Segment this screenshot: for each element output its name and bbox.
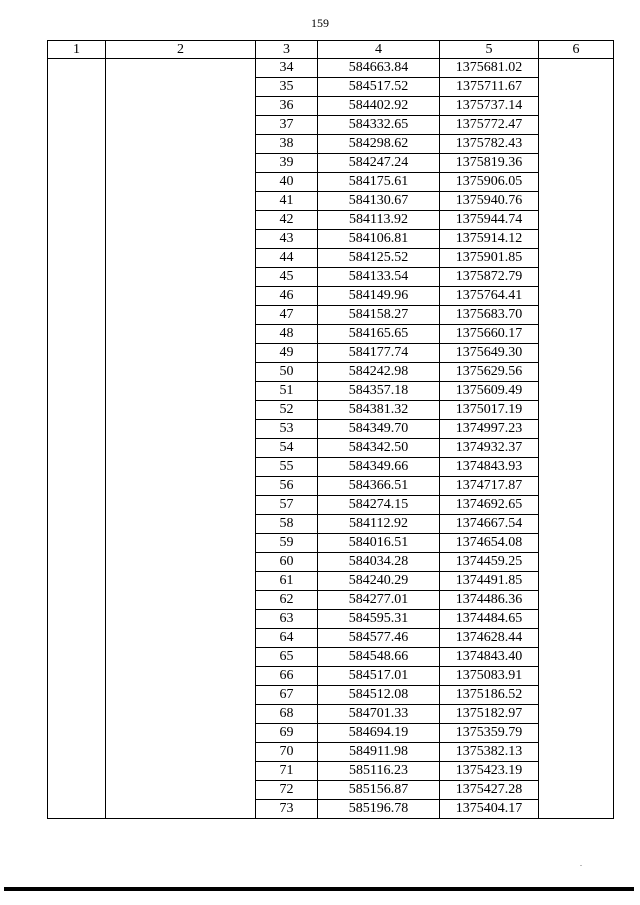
y-coordinate-cell: 1374484.65	[440, 610, 539, 629]
x-coordinate-cell: 584366.51	[318, 477, 440, 496]
y-coordinate-cell: 1374843.40	[440, 648, 539, 667]
x-coordinate-cell: 584177.74	[318, 344, 440, 363]
column-header-3: 3	[256, 41, 318, 59]
point-number-cell: 35	[256, 78, 318, 97]
y-coordinate-cell: 1375017.19	[440, 401, 539, 420]
y-coordinate-cell: 1374486.36	[440, 591, 539, 610]
x-coordinate-cell: 584694.19	[318, 724, 440, 743]
page-number: 159	[311, 16, 329, 30]
point-number-cell: 44	[256, 249, 318, 268]
x-coordinate-cell: 584113.92	[318, 211, 440, 230]
point-number-cell: 45	[256, 268, 318, 287]
column-header-5: 5	[440, 41, 539, 59]
x-coordinate-cell: 584034.28	[318, 553, 440, 572]
y-coordinate-cell: 1375629.56	[440, 363, 539, 382]
x-coordinate-cell: 584165.65	[318, 325, 440, 344]
point-number-cell: 73	[256, 800, 318, 819]
x-coordinate-cell: 584298.62	[318, 135, 440, 154]
point-number-cell: 36	[256, 97, 318, 116]
y-coordinate-cell: 1374491.85	[440, 572, 539, 591]
y-coordinate-cell: 1375660.17	[440, 325, 539, 344]
point-number-cell: 46	[256, 287, 318, 306]
column-header-6: 6	[539, 41, 614, 59]
y-coordinate-cell: 1374717.87	[440, 477, 539, 496]
point-number-cell: 72	[256, 781, 318, 800]
point-number-cell: 41	[256, 192, 318, 211]
point-number-cell: 71	[256, 762, 318, 781]
point-number-cell: 55	[256, 458, 318, 477]
x-coordinate-cell: 585196.78	[318, 800, 440, 819]
x-coordinate-cell: 584247.24	[318, 154, 440, 173]
scan-dot	[580, 865, 582, 866]
y-coordinate-cell: 1374692.65	[440, 496, 539, 515]
point-number-cell: 51	[256, 382, 318, 401]
column-header-4: 4	[318, 41, 440, 59]
x-coordinate-cell: 584349.66	[318, 458, 440, 477]
point-number-cell: 66	[256, 667, 318, 686]
y-coordinate-cell: 1375681.02	[440, 59, 539, 78]
y-coordinate-cell: 1374667.54	[440, 515, 539, 534]
x-coordinate-cell: 584342.50	[318, 439, 440, 458]
x-coordinate-cell: 584332.65	[318, 116, 440, 135]
x-coordinate-cell: 584357.18	[318, 382, 440, 401]
x-coordinate-cell: 584349.70	[318, 420, 440, 439]
y-coordinate-cell: 1375427.28	[440, 781, 539, 800]
point-number-cell: 59	[256, 534, 318, 553]
point-number-cell: 61	[256, 572, 318, 591]
y-coordinate-cell: 1375359.79	[440, 724, 539, 743]
x-coordinate-cell: 584577.46	[318, 629, 440, 648]
point-number-cell: 60	[256, 553, 318, 572]
column-header-2: 2	[106, 41, 256, 59]
x-coordinate-cell: 584595.31	[318, 610, 440, 629]
y-coordinate-cell: 1374932.37	[440, 439, 539, 458]
x-coordinate-cell: 585116.23	[318, 762, 440, 781]
x-coordinate-cell: 584274.15	[318, 496, 440, 515]
col6-blank-cell	[539, 59, 614, 819]
y-coordinate-cell: 1374628.44	[440, 629, 539, 648]
x-coordinate-cell: 584517.01	[318, 667, 440, 686]
point-number-cell: 52	[256, 401, 318, 420]
x-coordinate-cell: 584402.92	[318, 97, 440, 116]
point-number-cell: 38	[256, 135, 318, 154]
x-coordinate-cell: 584133.54	[318, 268, 440, 287]
y-coordinate-cell: 1375182.97	[440, 705, 539, 724]
y-coordinate-cell: 1375906.05	[440, 173, 539, 192]
x-coordinate-cell: 584016.51	[318, 534, 440, 553]
point-number-cell: 40	[256, 173, 318, 192]
y-coordinate-cell: 1375649.30	[440, 344, 539, 363]
bottom-rule	[4, 887, 634, 891]
point-number-cell: 37	[256, 116, 318, 135]
x-coordinate-cell: 584517.52	[318, 78, 440, 97]
point-number-cell: 68	[256, 705, 318, 724]
point-number-cell: 57	[256, 496, 318, 515]
y-coordinate-cell: 1375083.91	[440, 667, 539, 686]
point-number-cell: 49	[256, 344, 318, 363]
col1-blank-cell	[48, 59, 106, 819]
coordinates-table	[47, 40, 614, 819]
x-coordinate-cell: 584158.27	[318, 306, 440, 325]
x-coordinate-cell: 584548.66	[318, 648, 440, 667]
point-number-cell: 70	[256, 743, 318, 762]
point-number-cell: 42	[256, 211, 318, 230]
y-coordinate-cell: 1374843.93	[440, 458, 539, 477]
point-number-cell: 39	[256, 154, 318, 173]
col2-blank-cell	[106, 59, 256, 819]
y-coordinate-cell: 1375772.47	[440, 116, 539, 135]
y-coordinate-cell: 1374459.25	[440, 553, 539, 572]
x-coordinate-cell: 584512.08	[318, 686, 440, 705]
x-coordinate-cell: 584112.92	[318, 515, 440, 534]
y-coordinate-cell: 1375872.79	[440, 268, 539, 287]
y-coordinate-cell: 1375819.36	[440, 154, 539, 173]
x-coordinate-cell: 585156.87	[318, 781, 440, 800]
point-number-cell: 62	[256, 591, 318, 610]
y-coordinate-cell: 1375764.41	[440, 287, 539, 306]
x-coordinate-cell: 584149.96	[318, 287, 440, 306]
y-coordinate-cell: 1375683.70	[440, 306, 539, 325]
x-coordinate-cell: 584663.84	[318, 59, 440, 78]
x-coordinate-cell: 584242.98	[318, 363, 440, 382]
point-number-cell: 54	[256, 439, 318, 458]
x-coordinate-cell: 584701.33	[318, 705, 440, 724]
point-number-cell: 50	[256, 363, 318, 382]
y-coordinate-cell: 1375940.76	[440, 192, 539, 211]
point-number-cell: 63	[256, 610, 318, 629]
point-number-cell: 64	[256, 629, 318, 648]
y-coordinate-cell: 1375944.74	[440, 211, 539, 230]
x-coordinate-cell: 584277.01	[318, 591, 440, 610]
point-number-cell: 67	[256, 686, 318, 705]
table-row	[48, 59, 614, 78]
y-coordinate-cell: 1375901.85	[440, 249, 539, 268]
x-coordinate-cell: 584175.61	[318, 173, 440, 192]
y-coordinate-cell: 1374997.23	[440, 420, 539, 439]
x-coordinate-cell: 584381.32	[318, 401, 440, 420]
y-coordinate-cell: 1375382.13	[440, 743, 539, 762]
point-number-cell: 56	[256, 477, 318, 496]
point-number-cell: 34	[256, 59, 318, 78]
x-coordinate-cell: 584125.52	[318, 249, 440, 268]
x-coordinate-cell: 584911.98	[318, 743, 440, 762]
y-coordinate-cell: 1375186.52	[440, 686, 539, 705]
point-number-cell: 69	[256, 724, 318, 743]
y-coordinate-cell: 1375914.12	[440, 230, 539, 249]
x-coordinate-cell: 584240.29	[318, 572, 440, 591]
y-coordinate-cell: 1374654.08	[440, 534, 539, 553]
y-coordinate-cell: 1375609.49	[440, 382, 539, 401]
point-number-cell: 43	[256, 230, 318, 249]
x-coordinate-cell: 584130.67	[318, 192, 440, 211]
x-coordinate-cell: 584106.81	[318, 230, 440, 249]
point-number-cell: 48	[256, 325, 318, 344]
y-coordinate-cell: 1375711.67	[440, 78, 539, 97]
point-number-cell: 58	[256, 515, 318, 534]
y-coordinate-cell: 1375423.19	[440, 762, 539, 781]
point-number-cell: 65	[256, 648, 318, 667]
y-coordinate-cell: 1375782.43	[440, 135, 539, 154]
column-header-1: 1	[48, 41, 106, 59]
point-number-cell: 47	[256, 306, 318, 325]
y-coordinate-cell: 1375737.14	[440, 97, 539, 116]
point-number-cell: 53	[256, 420, 318, 439]
y-coordinate-cell: 1375404.17	[440, 800, 539, 819]
table-header-row	[48, 41, 614, 59]
